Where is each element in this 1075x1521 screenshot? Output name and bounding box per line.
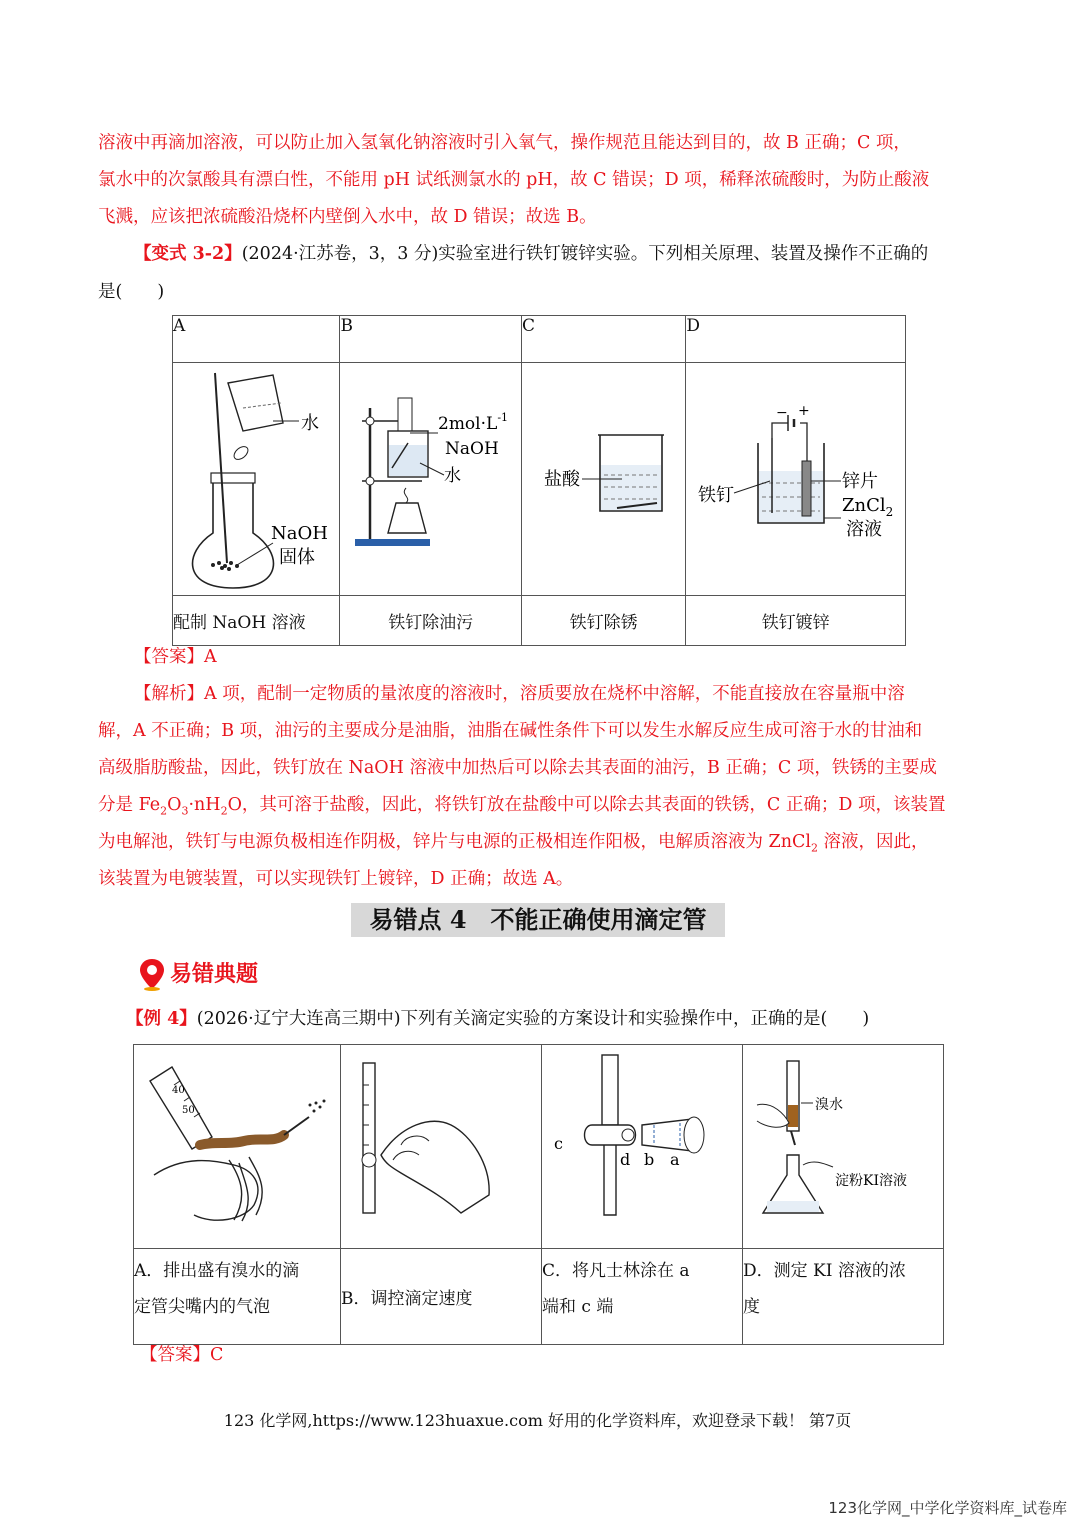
page-footer: 123 化学网,https://www.123huaxue.com 好用的化学资料库，欢迎登录下载！ 第7页 (223, 1411, 852, 1430)
option-c: C．将凡士林涂在 a 端和 c 端 (542, 1249, 743, 1345)
prev-analysis-line-1: 溶液中再滴加溶液，可以防止加入氢氧化钠溶液时引入氧气，操作规范且能达到目的，故 B 正确；C 项， (98, 133, 911, 153)
corner-watermark: 123化学网_中学化学资料库_试卷库 (828, 1499, 1067, 1517)
label-a: a (670, 1150, 680, 1169)
label-solid-a: 固体 (279, 547, 315, 568)
figure-b-cell (340, 363, 521, 596)
header-b: B (340, 316, 521, 363)
label-starch-ki: 淀粉KI溶液 (835, 1173, 907, 1189)
header-d: D (686, 316, 906, 363)
option-d: D．测定 KI 溶液的浓 度 (743, 1249, 944, 1345)
stopcock-figure (542, 1045, 742, 1243)
variant-analysis-3: 高级脂肪酸盐，因此，铁钉放在 NaOH 溶液中加热后可以除去其表面的油污，B 正确；C 项，铁锈的主要成 (98, 758, 937, 778)
example-answer: 【答案】C (140, 1345, 224, 1365)
label-water-a: 水 (301, 413, 319, 434)
figure-c-cell (521, 363, 685, 596)
variant-analysis-6: 该装置为电镀装置，可以实现铁钉上镀锌，D 正确；故选 A。 (98, 869, 574, 889)
variant-analysis-5: 为电解池，铁钉与电源负极相连作阴极，锌片与电源的正极相连作阳极，电解质溶液为 ZnCl$_2$ 溶液，因此， (98, 832, 929, 855)
section-title: 易错点 4 不能正确使用滴定管 (351, 903, 725, 937)
label-c: c (554, 1134, 563, 1153)
example-stem (126, 1007, 869, 1031)
fig-1-cell (134, 1045, 341, 1249)
svg-text:+: + (798, 403, 811, 419)
figure-d-cell (686, 363, 906, 596)
variant-tag: 【变式 3-2】 (134, 244, 242, 264)
label-d: d (620, 1150, 631, 1169)
label-bromine: 溴水 (815, 1097, 843, 1113)
caption-c: 铁钉除锈 (521, 596, 685, 646)
label-nail-d: 铁钉 (698, 485, 735, 506)
subhead: 易错典题 (170, 961, 259, 987)
caption-b: 铁钉除油污 (340, 596, 521, 646)
variant-stem-text: (2024·江苏卷，3，3 分)实验室进行铁钉镀锌实验。下列相关原理、装置及操作不正确的 (241, 244, 929, 264)
label-conc-b: $2mol\cdot L^{-1}$ (438, 411, 509, 434)
location-pin-icon (138, 957, 166, 991)
label-water-b: 水 (444, 466, 462, 486)
burette-control-figure (341, 1045, 541, 1243)
figure-a-cell (173, 363, 340, 596)
variant-stem-2: 是( ) (98, 282, 165, 302)
fig-3-cell (542, 1045, 743, 1249)
svg-text:40: 40 (172, 1085, 185, 1096)
burette-bubble-figure (134, 1045, 340, 1243)
label-zinc-d: 锌片 (842, 471, 879, 492)
titration-figure (743, 1045, 943, 1243)
svg-text:−: − (776, 405, 789, 421)
prev-analysis-line-3: 飞溅，应该把浓硫酸沿烧杯内壁倒入水中，故 D 错误；故选 B。 (98, 207, 597, 227)
variant-analysis-2: 解，A 不正确；B 项，油污的主要成分是油脂，油脂在碱性条件下可以发生水解反应生成可溶于水的甘油和 (98, 721, 923, 741)
label-naoh-b: NaOH (445, 439, 500, 459)
electroplating-figure (686, 363, 904, 590)
heating-apparatus-figure (340, 363, 520, 590)
header-a: A (173, 316, 340, 363)
variant-answer: 【答案】A (134, 647, 217, 667)
option-a: A．排出盛有溴水的滴 定管尖嘴内的气泡 (134, 1249, 341, 1345)
label-sol-d: 溶液 (846, 519, 883, 540)
variant-table (172, 315, 906, 646)
volumetric-flask-figure (173, 363, 339, 590)
beaker-acid-figure (522, 363, 685, 590)
label-b: b (644, 1150, 655, 1169)
label-acid-c: 盐酸 (543, 469, 580, 490)
variant-analysis-4: 分是 $Fe_2O_3\cdot nH_2O$，其可溶于盐酸，因此，将铁钉放在盐酸中可以除去其表面的铁锈，C 正确；D 项，该装置 (98, 795, 946, 818)
prev-analysis-line-2: 氯水中的次氯酸具有漂白性，不能用 pH 试纸测氯水的 pH，故 C 错误；D 项，稀释浓硫酸时，为防止酸液 (98, 170, 930, 190)
caption-d: 铁钉镀锌 (686, 596, 906, 646)
example-table (133, 1044, 944, 1345)
variant-stem (134, 242, 928, 266)
example-stem-text: (2026·辽宁大连高三期中)下列有关滴定实验的方案设计和实验操作中，正确的是( ) (196, 1009, 870, 1029)
option-b: B．调控滴定速度 (341, 1249, 542, 1345)
header-c: C (521, 316, 685, 363)
variant-analysis-1: 【解析】A 项，配制一定物质的量浓度的溶液时，溶质要放在烧杯中溶解，不能直接放在容量瓶中溶 (134, 684, 905, 704)
label-naoh-a: NaOH (271, 523, 328, 544)
example-tag: 【例 4】 (126, 1009, 197, 1029)
fig-2-cell (341, 1045, 542, 1249)
label-zncl-d: ZnCl$_2$ (842, 495, 894, 519)
caption-a: 配制 NaOH 溶液 (173, 596, 340, 646)
fig-4-cell (743, 1045, 944, 1249)
svg-text:50: 50 (182, 1105, 195, 1116)
